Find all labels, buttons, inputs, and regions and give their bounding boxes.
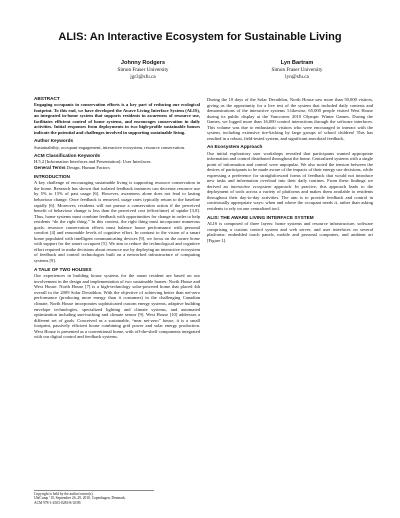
author-name: Johnny Rodgers — [120, 60, 166, 66]
abstract-heading: ABSTRACT — [34, 96, 60, 101]
approach-heading: An Ecosystem Approach — [207, 144, 263, 150]
general-terms-text: Design, Human Factors — [66, 165, 110, 171]
alis-paragraph: ALIS is composed of three layers: home systems and resource infrastructure, software comprising a custom control system and web server, and user interfaces on several platforms: embedded touch panels, mobile and personal computers, and ambient art [Figure 1]. — [207, 221, 373, 243]
acm-label: ACM Classification Keywords — [34, 153, 101, 159]
author-block-1 — [68, 60, 218, 81]
houses-paragraph-2: During the 10 days of the Solar Decathlon, North House saw more than 50,000 visitors, giving us the opportunity for a live test of the system that included daily contests and demonstrations of the interactive systems 1.likewise, 65,000 people visited West House during its public display at the Vancouver 2010 Olympic Winter Games. During the Games, we logged more than 16,000 control interactions through the software interfaces. This volume was due to enthusiastic visitors who were encouraged to interact with the system, including extensive tire-kicking by large groups of school children! This has resulted in a robust, field-tested system, and significant anecdotal feedback. — [207, 97, 373, 141]
acm-text: H.5.2 [Information Interfaces and Presentation]: User Interfaces. — [34, 159, 152, 165]
author-affiliation: Simon Fraser University — [271, 67, 323, 73]
houses-paragraph-1: Our experiences in building house systems for the smart resident are based on our involvement in the design and implementation of two sustainable homes: North House and West House. North House [7] is a high-technology solar-powered home that placed 4th overall in the 2009 Solar Decathlon. With the objective of achieving better than net-zero performance (producing more energy than it consumes) in the challenging Canadian climate, North House incorporates sophisticated custom energy systems, adaptive building envelope technologies, specialized lighting and climate systems, and automated optimization including sun-tracking and climate sensor [9]. West House [10] addresses a different set of goals. Conceived as a sustainable, “near net-zero” house, it is a small footprint, passively efficient house combining grid power and solar energy production. West House is presented as a conventional home, with off-the-shelf components integrated with our digital control and feedback systems. — [34, 273, 200, 340]
author-affiliation: Simon Fraser University — [117, 67, 169, 73]
abstract-text: Engaging occupants in conservation efforts is a key part of reducing our ecological footprint. To this end, we have developed the Awave Living Interface System (ALIS), an integrated in-home system that supports residents in awareness of resource use, facilitates efficient control of home systems, and encourages conservation in daily activities. Initial responses from deployments in two high-profile sustainable houses indicate the potential and challenges involved in supporting sustainable living. — [34, 102, 200, 135]
alis-heading: ALIS: THE AWARE LIVING INTERFACE SYSTEM — [207, 215, 314, 221]
houses-heading: A TALE OF TWO HOUSES — [34, 267, 92, 273]
right-column — [207, 97, 373, 244]
left-column — [34, 96, 200, 340]
intro-paragraph: A key challenge of encouraging sustainable living is supporting resource conservation in the home. Research has shown that isolated feedback instances can decrease resource use by 5% to 15% of past usage [6]. However, awareness alone does not lead to lasting behaviour change. Once feedback is removed, usage rates typically return to the baseline rapidly [6]. Moreover, residents will not pursue a conservation action if the perceived benefit of behaviour change is less than the perceived cost (effort/time) of uptake [3,8]. Thus, home systems must combine feedback with opportunities for change in order to help residents “do the right thing.” In this context, the right thing must incorporate numerous goals: resource conservation efforts must balance house performance with personal comfort [4] and reasonable levels of cognitive effort. In contrast to the vision of a smart home populated with intelligent communicating devices [9], we focus on the aware home with support for the smart occupant [5]. We aim to reduce the technological and cognitive effort required to make decisions about resource use by deploying an interactive ecosystem of feedback and control technologies built on a networked infrastructure of computing systems [9]. — [34, 180, 200, 264]
approach-paragraph: Our initial exploratory user workshops revealed that participants wanted appropriate information and control distributed throughout the home. Centralized systems with a single point of information and control were unpopular. We also noted the tension between the desires of participants to be made aware of the impacts of their energy use decisions, while expressing a preference for straightforward forms of feedback that would not introduce new tasks and information overload into their daily routines. From these findings we derived an interactive ecosystem approach. In practice, this approach leads to the deployment of tools across a variety of platforms and makes them available to residents throughout their day-to-day activities. The aim is to provide feedback and control in contextually appropriate ways: when and where the occupant needs it, rather than asking residents to rely on one centralized tool. — [207, 150, 373, 211]
general-terms-label: General Terms — [34, 165, 66, 171]
author-block-2 — [222, 60, 372, 81]
author-name: Lyn Bartram — [280, 60, 314, 66]
intro-heading: INTRODUCTION — [34, 174, 70, 180]
copyright-notice: Copyright is held by the author/owner(s). UbiComp ’10, September 26–29, 2010, Copenhagen, Denmark. ACM 978-1-4503-0283-8/10/09. — [34, 490, 154, 505]
paper-title: ALIS: An Interactive Ecosystem for Sustainable Living — [58, 31, 342, 43]
general-terms — [34, 165, 200, 171]
author-email: jgr3@sfu.ca — [130, 74, 156, 80]
author-email: lyn@sfu.ca — [285, 74, 309, 80]
keywords-label: Author Keywords — [34, 138, 74, 144]
keywords-text: Sustainability, occupant engagement, interactive ecosystem, resource conservation. — [34, 144, 186, 150]
